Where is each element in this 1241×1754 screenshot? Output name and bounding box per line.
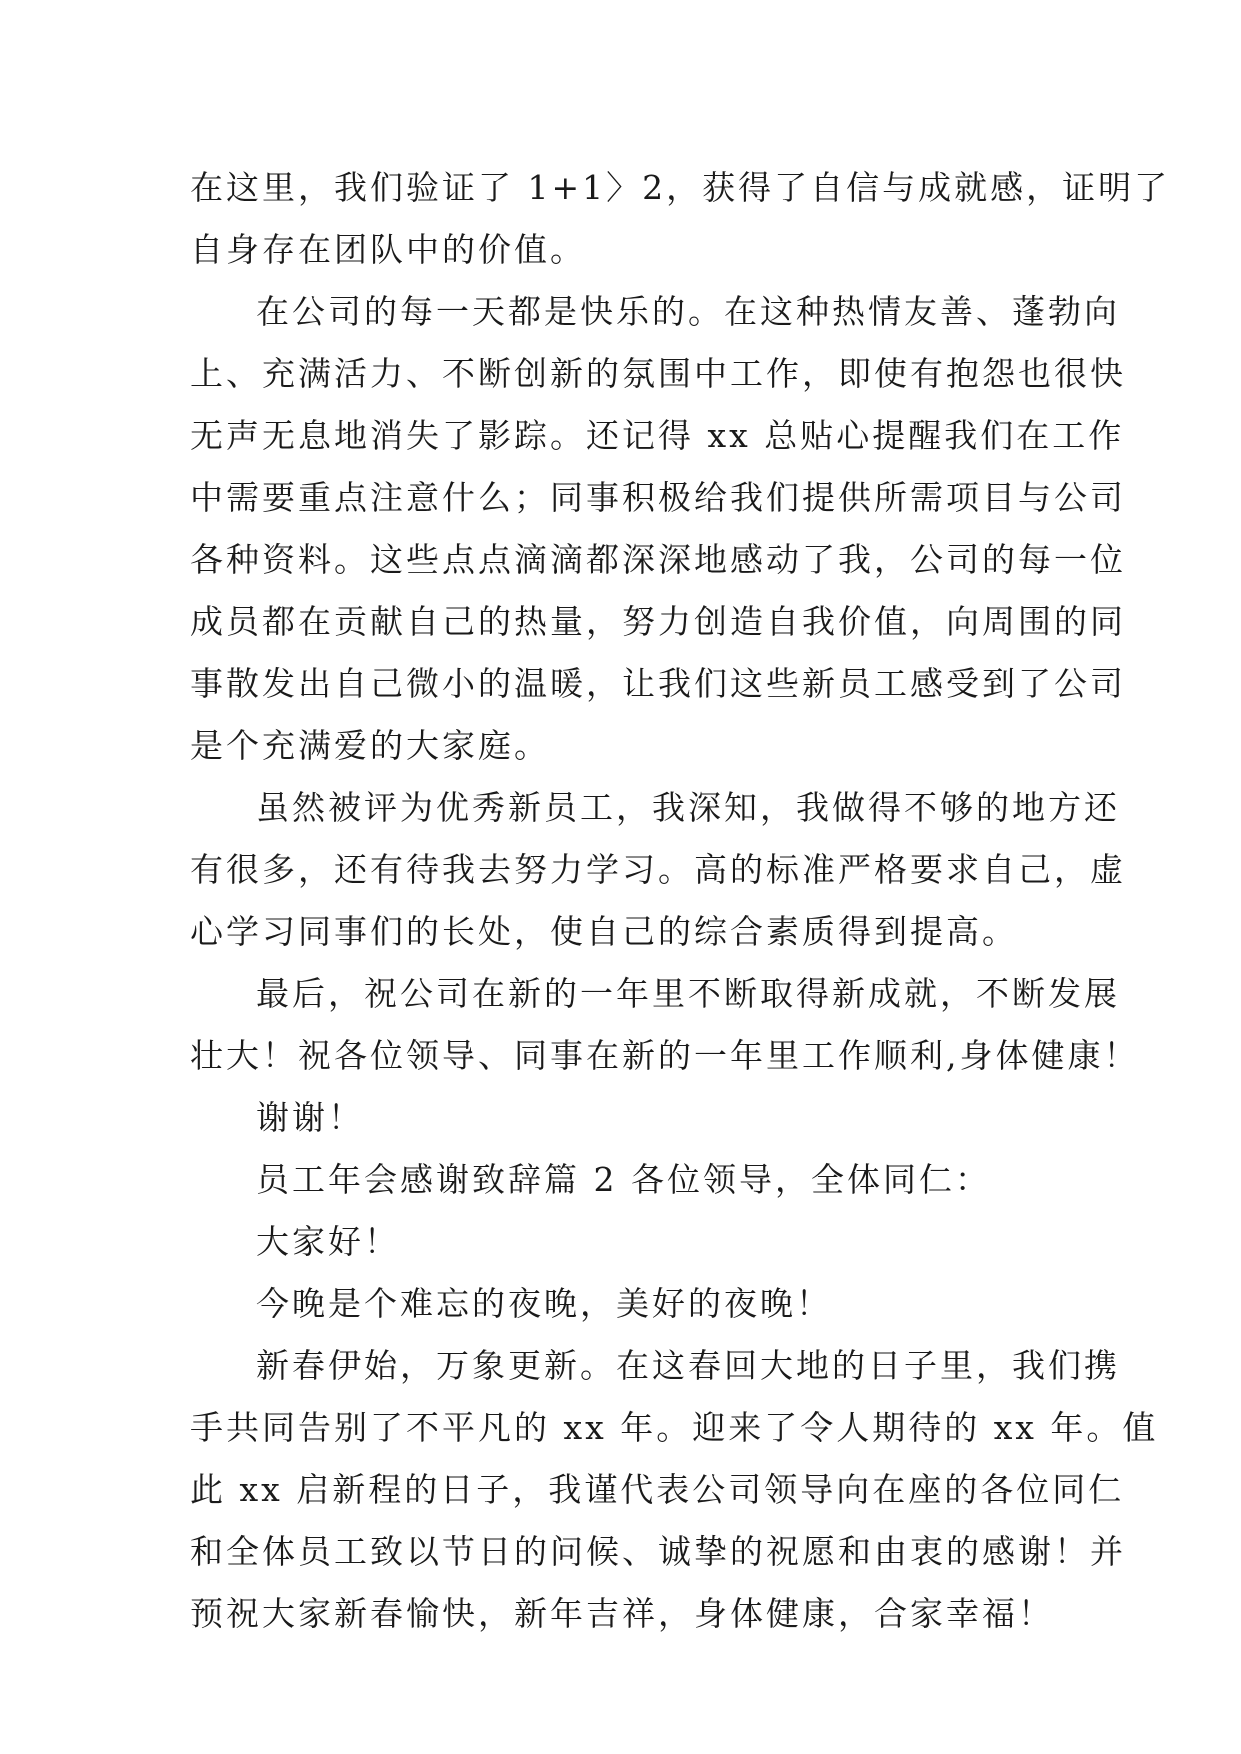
paragraph <box>190 1211 1070 1273</box>
text-line: 和全体员工致以节日的问候、诚挚的祝愿和由衷的感谢！并 <box>190 1532 1126 1571</box>
text-line: 谢谢！ <box>256 1098 364 1137</box>
paragraph <box>190 1273 1070 1335</box>
text-line: 心学习同事们的长处，使自己的综合素质得到提高。 <box>190 912 1018 951</box>
text-line: 有很多，还有待我去努力学习。高的标准严格要求自己，虚 <box>190 850 1126 889</box>
paragraph <box>190 157 1171 281</box>
text-line: 是个充满爱的大家庭。 <box>190 726 550 765</box>
text-line: 新春伊始，万象更新。在这春回大地的日子里，我们携 <box>256 1346 1120 1385</box>
paragraph <box>190 777 1126 963</box>
text-line: 手共同告别了不平凡的 xx 年。迎来了令人期待的 xx 年。值 <box>190 1408 1159 1447</box>
text-line: 上、充满活力、不断创新的氛围中工作，即使有抱怨也很快 <box>190 354 1126 393</box>
paragraph <box>190 1087 1070 1149</box>
text-line: 事散发出自己微小的温暖，让我们这些新员工感受到了公司 <box>190 664 1126 703</box>
text-line: 员工年会感谢致辞篇 2 各位领导，全体同仁： <box>256 1160 991 1199</box>
text-line: 各种资料。这些点点滴滴都深深地感动了我，公司的每一位 <box>190 540 1126 579</box>
text-line: 无声无息地消失了影踪。还记得 xx 总贴心提醒我们在工作 <box>190 416 1125 455</box>
text-line: 壮大！祝各位领导、同事在新的一年里工作顺利,身体健康！ <box>190 1036 1140 1075</box>
paragraph <box>190 1149 1070 1211</box>
text-line: 预祝大家新春愉快，新年吉祥，身体健康，合家幸福！ <box>190 1594 1054 1633</box>
text-line: 在这里，我们验证了 1+1〉2，获得了自信与成就感，证明了 <box>190 168 1171 207</box>
text-line: 最后，祝公司在新的一年里不断取得新成就，不断发展 <box>256 974 1120 1013</box>
text-line: 在公司的每一天都是快乐的。在这种热情友善、蓬勃向 <box>256 292 1120 331</box>
text-line: 今晚是个难忘的夜晚，美好的夜晚！ <box>256 1284 832 1323</box>
paragraph <box>190 281 1126 777</box>
text-line: 成员都在贡献自己的热量，努力创造自我价值，向周围的同 <box>190 602 1126 641</box>
text-line: 中需要重点注意什么；同事积极给我们提供所需项目与公司 <box>190 478 1126 517</box>
text-line: 此 xx 启新程的日子，我谨代表公司领导向在座的各位同仁 <box>190 1470 1125 1509</box>
text-line: 自身存在团队中的价值。 <box>190 230 586 269</box>
document-body <box>190 157 1171 1645</box>
text-line: 虽然被评为优秀新员工，我深知，我做得不够的地方还 <box>256 788 1120 827</box>
paragraph <box>190 963 1140 1087</box>
text-line: 大家好！ <box>256 1222 400 1261</box>
paragraph <box>190 1335 1159 1645</box>
